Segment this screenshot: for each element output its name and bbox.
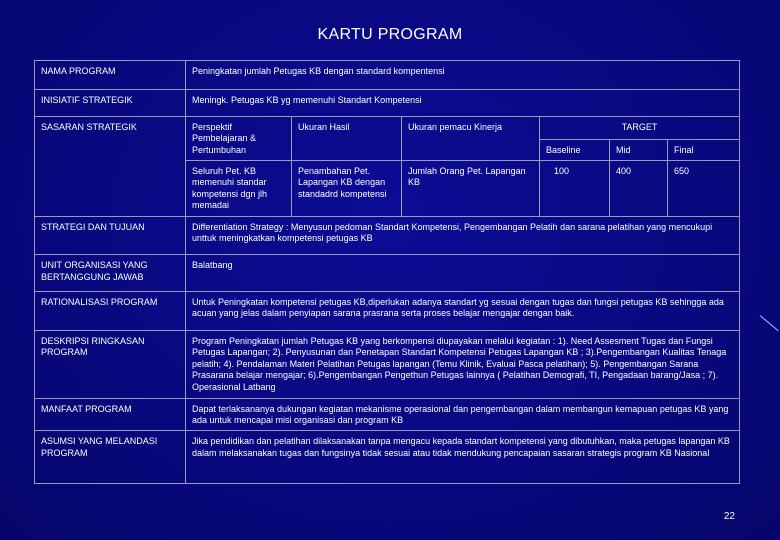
target-header: TARGET — [540, 116, 740, 139]
ukuran-hasil-header: Ukuran Hasil — [292, 116, 402, 160]
asumsi-label: ASUMSI YANG MELANDASI PROGRAM — [35, 431, 186, 484]
manfaat-value: Dapat terlaksananya dukungan kegiatan mekanisme operasional dan pengembangan dalam membangun kemapuan petugas KB yang ada untuk mencapai misi organisasi dan program KB — [186, 398, 740, 430]
inisiatif-label: INISIATIF STRATEGIK — [35, 90, 186, 116]
row-unit — [35, 255, 740, 292]
nama-program-label: NAMA PROGRAM — [35, 61, 186, 90]
inisiatif-value: Meningk. Petugas KB yg memenuhi Standart Kompetensi — [186, 90, 740, 116]
mid-value: 400 — [610, 160, 668, 216]
nama-program-value: Peningkatan jumlah Petugas KB dengan standard kompentensi — [186, 61, 740, 90]
row-strategi — [35, 216, 740, 255]
baseline-header: Baseline — [540, 139, 610, 160]
baseline-value: 100 — [540, 160, 610, 216]
ukuran-pemacu-value: Jumlah Orang Pet. Lapangan KB — [402, 160, 540, 216]
rasionalisasi-value: Untuk Peningkatan kompetensi petugas KB,diperlukan adanya standart yg sesuai dengan tugas dan fungsi petugas KB sehingga ada acuan yang jelas dalam penyiapan sarana prasrana serta proses belajar mengajar dengan baik. — [186, 291, 740, 330]
deskripsi-value: Program Peningkatan jumlah Petugas KB yang berkompensi diupayakan melalui kegiatan : 1). Need Assesment Tugas dan Fungsi Petugas Lapangan; 2). Penyusunan dan Penetapan Standart Kompetensi Petugas Lapangan KB ; 3).Pengembangan Kualitas Tenaga pelatih; 4). Pendalaman Materi Pelatihan Petugas lapangan (Temu Klinik, Evaluai Pasca pelatihan); 5). Pengembangan Sarana Prasarana belajar mengajar; 6).Pengembangan Pengethun Petugas lainnya ( Pelatihan Demografi, TI, Pengadaan barang/Jasa ; 7). Operasional Latbang — [186, 330, 740, 398]
deskripsi-label: DESKRIPSI RINGKASAN PROGRAM — [35, 330, 186, 398]
asumsi-value: Jika pendidikan dan pelatihan dilaksanakan tanpa mengacu kepada standart kompetensi yang dibutuhkan, maka petugas lapangan KB dalam melaksanakan tugas dan fungsinya tidak sesuai atau tidak mendukung pencapaian sasaran strategis program KB Nasional — [186, 431, 740, 484]
manfaat-label: MANFAAT PROGRAM — [35, 398, 186, 430]
ukuran-hasil-value: Penambahan Pet. Lapangan KB dengan standadrd kompetensi — [292, 160, 402, 216]
perspektif-value: Seluruh Pet. KB memenuhi standar kompetensi dgn jlh memadai — [186, 160, 292, 216]
program-card-table — [34, 60, 740, 484]
final-header: Final — [668, 139, 740, 160]
mid-header: Mid — [610, 139, 668, 160]
strategi-value: Differentiation Strategy : Menyusun pedoman Standart Kompetensi, Pengembangan Pelatih dan sarana pelatihan yang mencukupi unttuk meningkatkan kompetensi petugas KB — [186, 216, 740, 255]
ukuran-pemacu-header: Ukuran pemacu Kinerja — [402, 116, 540, 160]
sasaran-label: SASARAN STRATEGIK — [35, 116, 186, 216]
row-deskripsi — [35, 330, 740, 398]
final-value: 650 — [668, 160, 740, 216]
page-number: 22 — [723, 511, 735, 522]
row-sasaran-header-1 — [35, 116, 740, 139]
row-nama-program — [35, 61, 740, 90]
strategi-label: STRATEGI DAN TUJUAN — [35, 216, 186, 255]
row-inisiatif — [35, 90, 740, 116]
rasionalisasi-label: RATIONALISASI PROGRAM — [35, 291, 186, 330]
page-title: KARTU PROGRAM — [317, 26, 463, 43]
perspektif-header: Perspektif Pembelajaran & Pertumbuhan — [186, 116, 292, 160]
row-asumsi — [35, 431, 740, 484]
unit-value: Balatbang — [186, 255, 740, 292]
row-rasionalisasi — [35, 291, 740, 330]
row-manfaat — [35, 398, 740, 430]
unit-label: UNIT ORGANISASI YANG BERTANGGUNG JAWAB — [35, 255, 186, 292]
